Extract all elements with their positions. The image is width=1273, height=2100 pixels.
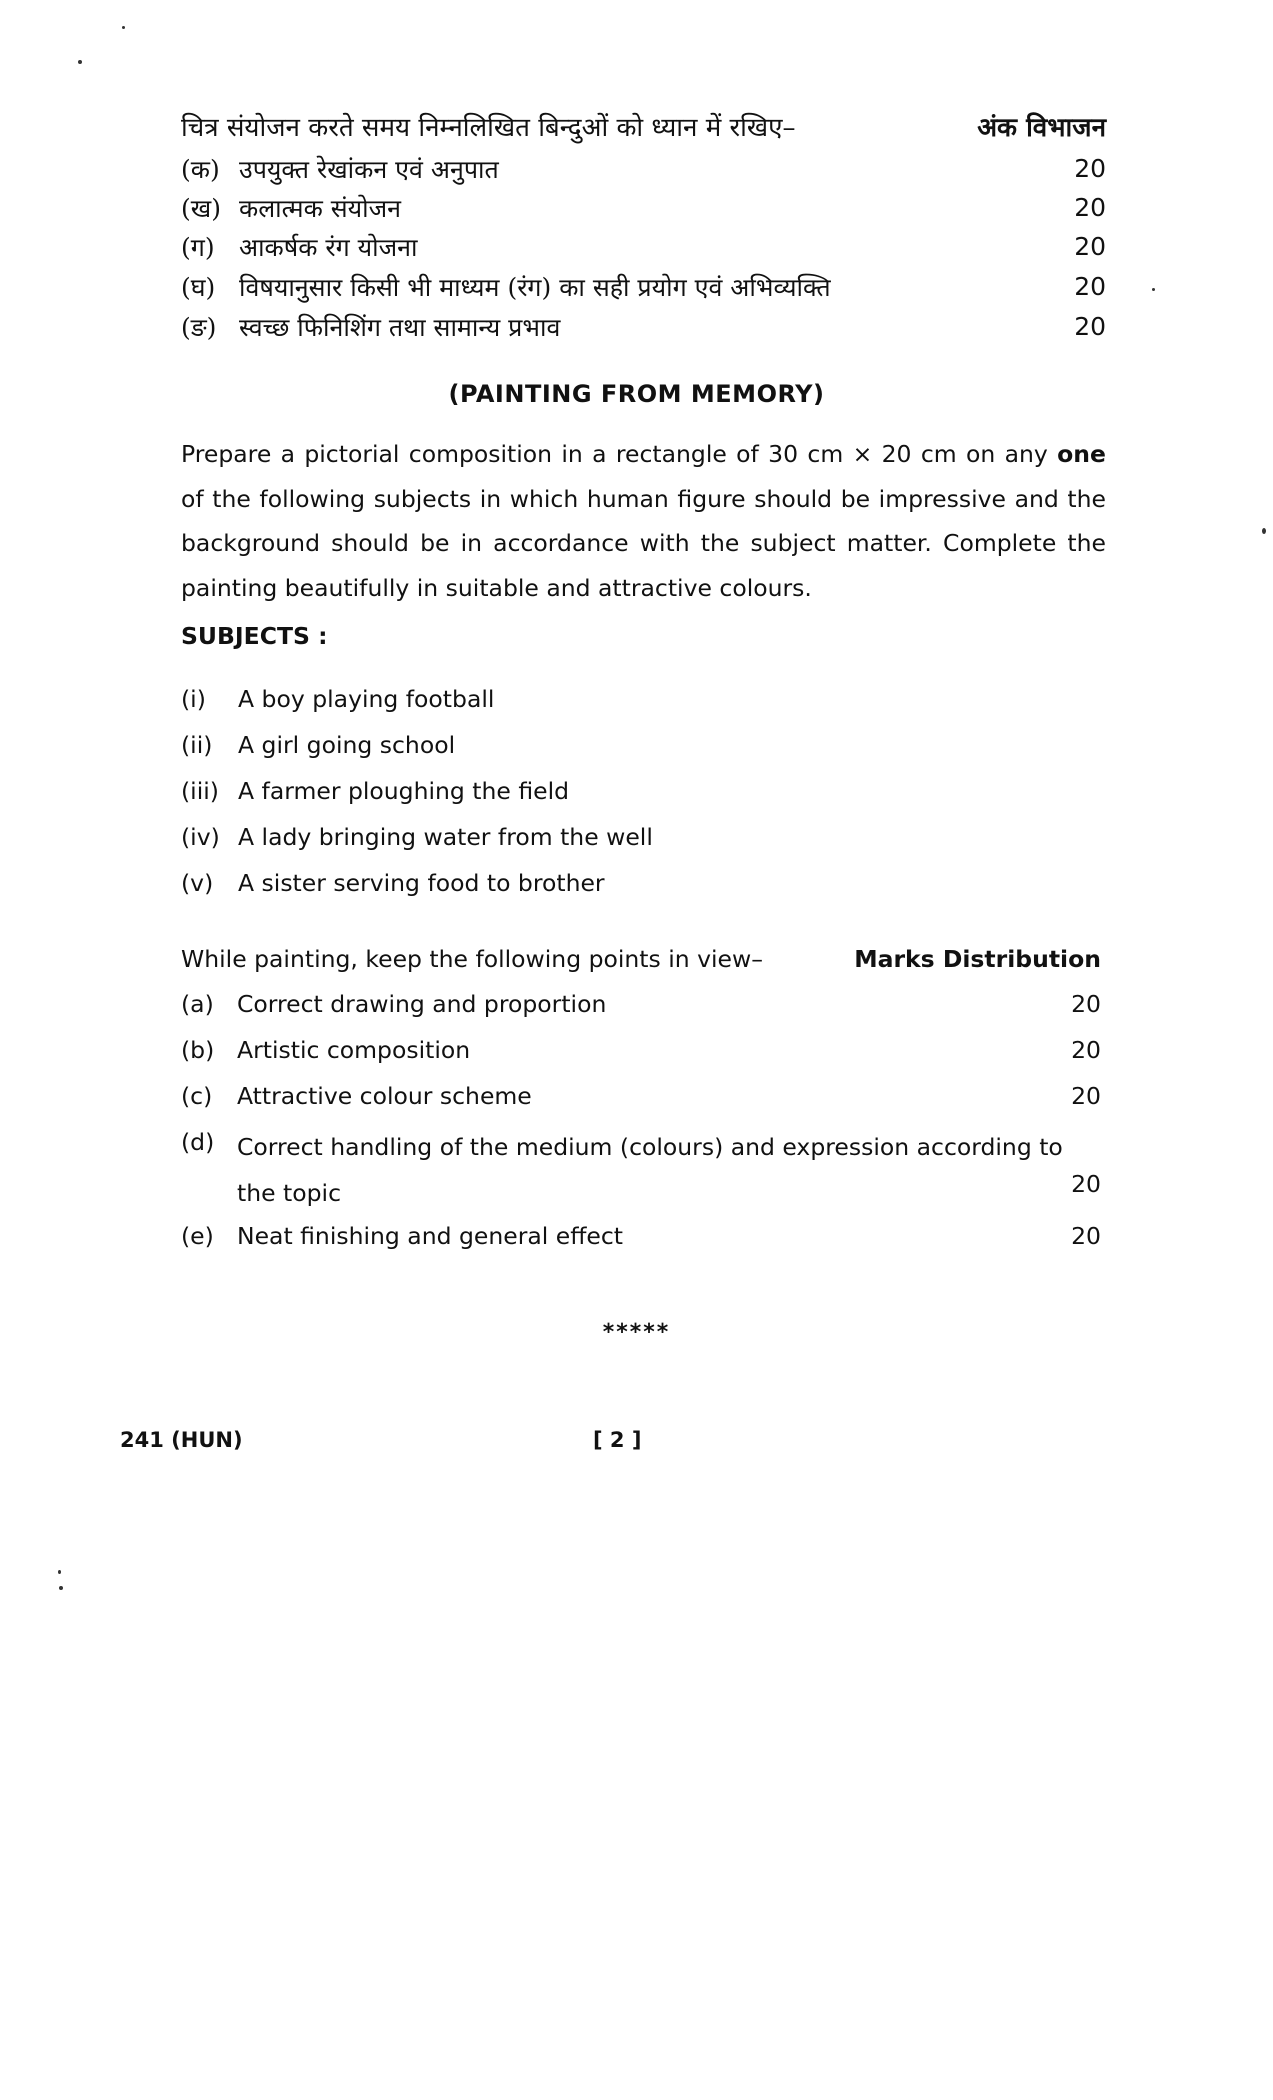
english-marks-heading: Marks Distribution bbox=[854, 945, 1101, 973]
hindi-marks-heading: अंक विभाजन bbox=[977, 113, 1106, 143]
marks-item-label: (b) bbox=[181, 1036, 215, 1064]
marks-item-marks: 20 bbox=[1071, 1036, 1101, 1064]
paper-code: 241 (HUN) bbox=[120, 1428, 243, 1452]
end-marker: ***** bbox=[602, 1320, 671, 1345]
marks-item-text: Correct handling of the medium (colours) and expression according to the topic bbox=[237, 1133, 1063, 1207]
hindi-item-marks: 20 bbox=[1074, 193, 1106, 222]
hindi-item-label: (ङ) bbox=[181, 313, 217, 342]
hindi-item-marks: 20 bbox=[1074, 154, 1106, 183]
hindi-item bbox=[181, 230, 1106, 266]
hindi-item-marks: 20 bbox=[1074, 272, 1106, 301]
instructions-paragraph bbox=[181, 432, 1106, 610]
instructions-emphasis: one bbox=[1057, 440, 1106, 468]
scan-speck bbox=[59, 1586, 63, 1590]
subject-text: A girl going school bbox=[238, 731, 456, 759]
hindi-item-label: (ग) bbox=[181, 233, 215, 262]
subject-text: A lady bringing water from the well bbox=[238, 823, 653, 851]
page-number: [ 2 ] bbox=[593, 1428, 642, 1452]
hindi-item-label: (ख) bbox=[181, 194, 221, 223]
marks-item-marks: 20 bbox=[1071, 1170, 1101, 1198]
hindi-item-marks: 20 bbox=[1074, 312, 1106, 341]
marks-item-text: Neat finishing and general effect bbox=[237, 1222, 624, 1250]
hindi-item bbox=[181, 310, 1106, 346]
english-intro: While painting, keep the following points in view– bbox=[181, 945, 763, 973]
subject-label: (iv) bbox=[181, 823, 220, 851]
scan-speck bbox=[78, 60, 82, 64]
instructions-text-before: Prepare a pictorial composition in a rectangle of 30 cm × 20 cm on any bbox=[181, 440, 1048, 468]
hindi-item-text: स्वच्छ फिनिशिंग तथा सामान्य प्रभाव bbox=[239, 313, 561, 342]
scan-speck bbox=[122, 26, 125, 29]
subject-label: (i) bbox=[181, 685, 206, 713]
hindi-item-label: (घ) bbox=[181, 273, 216, 302]
subject-text: A farmer ploughing the field bbox=[238, 777, 570, 805]
hindi-item bbox=[181, 191, 1106, 227]
hindi-item-text: उपयुक्त रेखांकन एवं अनुपात bbox=[239, 155, 499, 184]
hindi-item-text: विषयानुसार किसी भी माध्यम (रंग) का सही प्रयोग एवं अभिव्यक्ति bbox=[239, 273, 831, 302]
hindi-item-marks: 20 bbox=[1074, 232, 1106, 261]
hindi-item-label: (क) bbox=[181, 155, 220, 184]
marks-item-label: (a) bbox=[181, 990, 214, 1018]
scan-speck bbox=[58, 1570, 61, 1574]
marks-item-marks: 20 bbox=[1071, 990, 1101, 1018]
marks-item-label: (c) bbox=[181, 1082, 213, 1110]
hindi-intro: चित्र संयोजन करते समय निम्नलिखित बिन्दुओं को ध्यान में रखिए– bbox=[181, 113, 796, 143]
marks-item-label: (e) bbox=[181, 1222, 214, 1250]
hindi-item bbox=[181, 152, 1106, 188]
scan-speck bbox=[1262, 528, 1266, 534]
marks-item-text: Correct drawing and proportion bbox=[237, 990, 607, 1018]
marks-item-label: (d) bbox=[181, 1128, 215, 1156]
english-instructions-header bbox=[181, 945, 1101, 979]
instructions-text-after: of the following subjects in which human figure should be impressive and the background should be in accordance with the subject matter. Complete the painting beautifully in suitable and attractive colours. bbox=[181, 484, 1106, 602]
hindi-instructions-header bbox=[181, 108, 1106, 144]
subject-label: (iii) bbox=[181, 777, 219, 805]
marks-item-text: Artistic composition bbox=[237, 1036, 471, 1064]
subject-label: (v) bbox=[181, 869, 214, 897]
marks-item-text: Attractive colour scheme bbox=[237, 1082, 532, 1110]
hindi-item bbox=[181, 270, 1106, 306]
marks-item-marks: 20 bbox=[1071, 1082, 1101, 1110]
section-heading: (PAINTING FROM MEMORY) bbox=[448, 380, 825, 408]
subject-text: A sister serving food to brother bbox=[238, 869, 605, 897]
subject-label: (ii) bbox=[181, 731, 213, 759]
scan-speck bbox=[1152, 288, 1155, 291]
marks-item-marks: 20 bbox=[1071, 1222, 1101, 1250]
hindi-item-text: कलात्मक संयोजन bbox=[239, 194, 402, 223]
hindi-item-text: आकर्षक रंग योजना bbox=[239, 233, 418, 262]
subject-text: A boy playing football bbox=[238, 685, 495, 713]
subjects-heading: SUBJECTS : bbox=[181, 622, 328, 650]
marks-item bbox=[181, 1128, 1101, 1210]
